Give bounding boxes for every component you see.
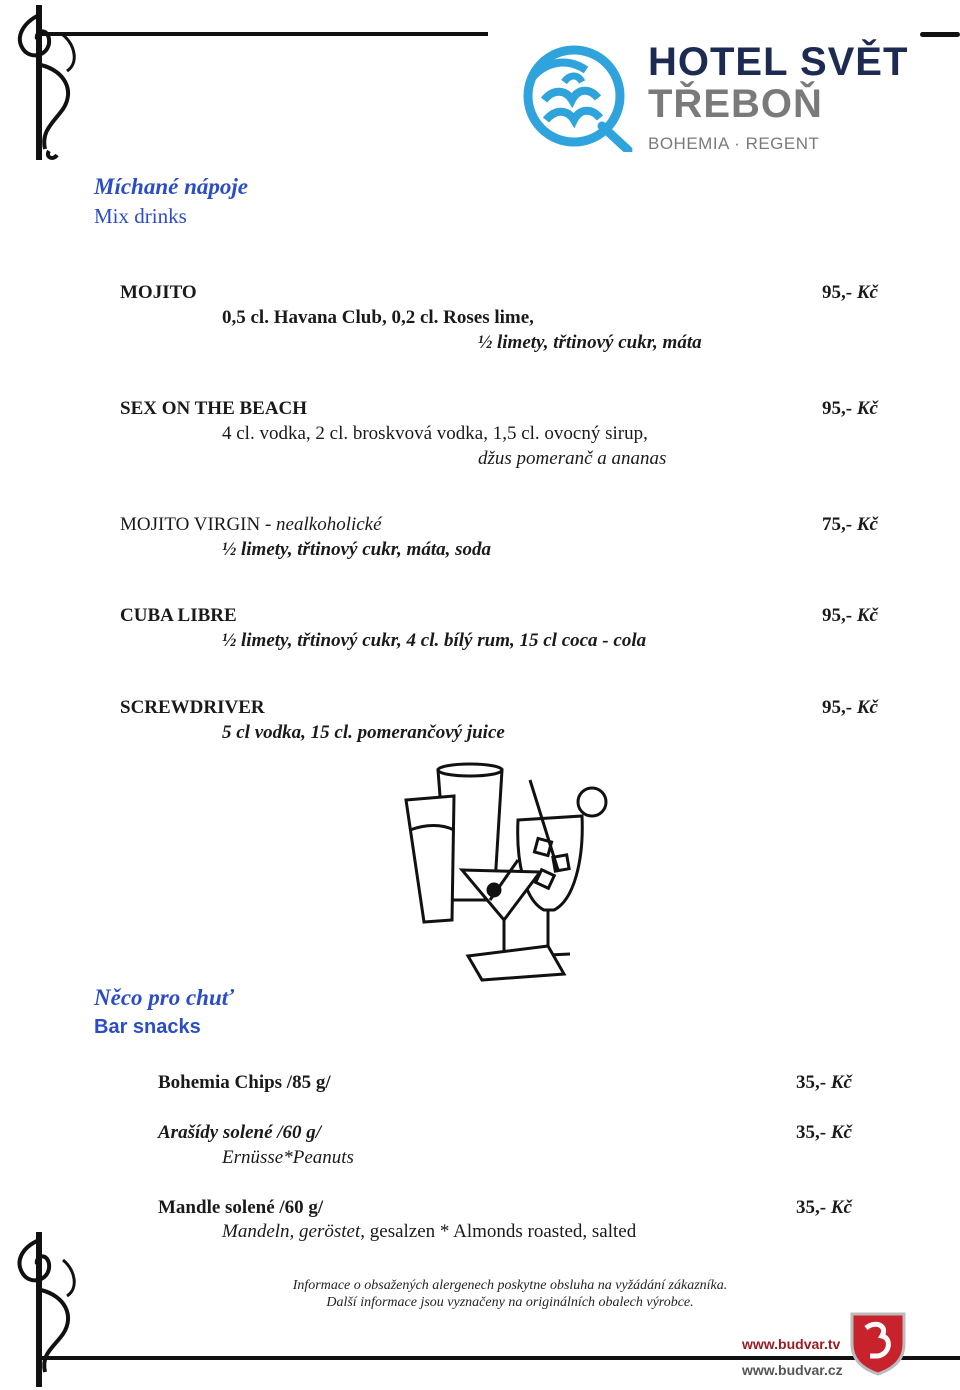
section-title-mix: Míchané nápoje — [94, 174, 248, 199]
price-cuba-libre — [822, 605, 878, 627]
ornament-top-left — [5, 5, 85, 165]
drink-name-cuba-libre: CUBA LIBRE — [120, 605, 237, 626]
snack-name-almonds: Mandle solené /60 g/ — [158, 1197, 324, 1218]
price-value: 35,- — [796, 1122, 827, 1143]
hotel-name-line2: TŘEBOŇ — [648, 82, 823, 126]
price-chips — [796, 1072, 852, 1094]
price-screwdriver — [822, 697, 878, 719]
sponsor-url-2: www.budvar.cz — [742, 1362, 843, 1378]
section-title-snacks: Něco pro chuť — [94, 985, 234, 1010]
drink-name-screwdriver: SCREWDRIVER — [120, 697, 265, 718]
price-currency: Kč — [856, 282, 878, 303]
price-value: 95,- — [822, 697, 853, 718]
ornament-bottom-left — [5, 1232, 85, 1387]
price-sex-on-the-beach — [822, 398, 878, 420]
price-currency: Kč — [830, 1072, 852, 1093]
price-value: 95,- — [822, 398, 853, 419]
drink-name-text: MOJITO VIRGIN - — [120, 514, 277, 535]
cocktails-illustration — [398, 760, 614, 982]
price-value: 35,- — [796, 1072, 827, 1093]
drink-desc-sotb-2: džus pomeranč a ananas — [478, 448, 667, 469]
drink-desc-mojito-2: ½ limety, třtinový cukr, máta — [478, 332, 702, 353]
drink-desc-mojito-1: 0,5 cl. Havana Club, 0,2 cl. Roses lime, — [222, 307, 534, 328]
hotel-name-line3: BOHEMIA · REGENT — [648, 134, 820, 153]
frame-top-rule-left — [36, 32, 488, 36]
price-currency: Kč — [856, 398, 878, 419]
frame-top-rule-right — [920, 32, 960, 37]
allergen-note-1: Informace o obsažených alergenech poskytne obsluha na vyžádání zákazníka. — [292, 1278, 728, 1293]
drink-name-mojito-virgin — [120, 514, 382, 536]
price-mojito-virgin — [822, 514, 878, 536]
price-mojito — [822, 282, 878, 304]
price-currency: Kč — [856, 605, 878, 626]
price-value: 95,- — [822, 605, 853, 626]
allergen-note-2: Další informace jsou vyznačeny na originálních obalech výrobce. — [326, 1295, 694, 1310]
hotel-name-line1: HOTEL SVĚT — [648, 40, 909, 84]
price-almonds — [796, 1197, 852, 1219]
price-currency: Kč — [856, 514, 878, 535]
price-value: 35,- — [796, 1197, 827, 1218]
price-currency: Kč — [856, 697, 878, 718]
snack-name-peanuts: Arašídy solené /60 g/ — [158, 1122, 322, 1143]
frame-bottom-rule — [36, 1356, 960, 1360]
price-currency: Kč — [830, 1122, 852, 1143]
hotel-logo-icon — [516, 40, 634, 152]
budvar-shield-icon — [848, 1310, 908, 1376]
snack-desc-almonds — [222, 1221, 636, 1243]
drink-desc-mojito-virgin-1: ½ limety, třtinový cukr, máta, soda — [222, 539, 491, 560]
snack-desc-almonds-de: Mandeln, geröstet — [222, 1221, 361, 1242]
drink-desc-screwdriver-1: 5 cl vodka, 15 cl. pomerančový juice — [222, 722, 505, 743]
drink-name-suffix: nealkoholické — [276, 514, 382, 535]
drink-name-mojito: MOJITO — [120, 282, 197, 303]
price-value: 95,- — [822, 282, 853, 303]
price-value: 75,- — [822, 514, 853, 535]
section-subtitle-mix: Mix drinks — [94, 204, 187, 228]
drink-name-sex-on-the-beach: SEX ON THE BEACH — [120, 398, 308, 419]
snack-desc-peanuts: Ernüsse*Peanuts — [222, 1147, 354, 1168]
price-currency: Kč — [830, 1197, 852, 1218]
snack-name-chips: Bohemia Chips /85 g/ — [158, 1072, 331, 1093]
sponsor-url-1: www.budvar.tv — [742, 1336, 841, 1352]
snack-desc-almonds-en: , gesalzen * Almonds roasted, salted — [360, 1221, 637, 1242]
section-subtitle-snacks: Bar snacks — [94, 1016, 201, 1038]
price-peanuts — [796, 1122, 852, 1144]
drink-desc-sotb-1: 4 cl. vodka, 2 cl. broskvová vodka, 1,5 cl. ovocný sirup, — [222, 423, 648, 444]
drink-desc-cuba-libre-1: ½ limety, třtinový cukr, 4 cl. bílý rum, 15 cl coca - cola — [222, 630, 647, 651]
